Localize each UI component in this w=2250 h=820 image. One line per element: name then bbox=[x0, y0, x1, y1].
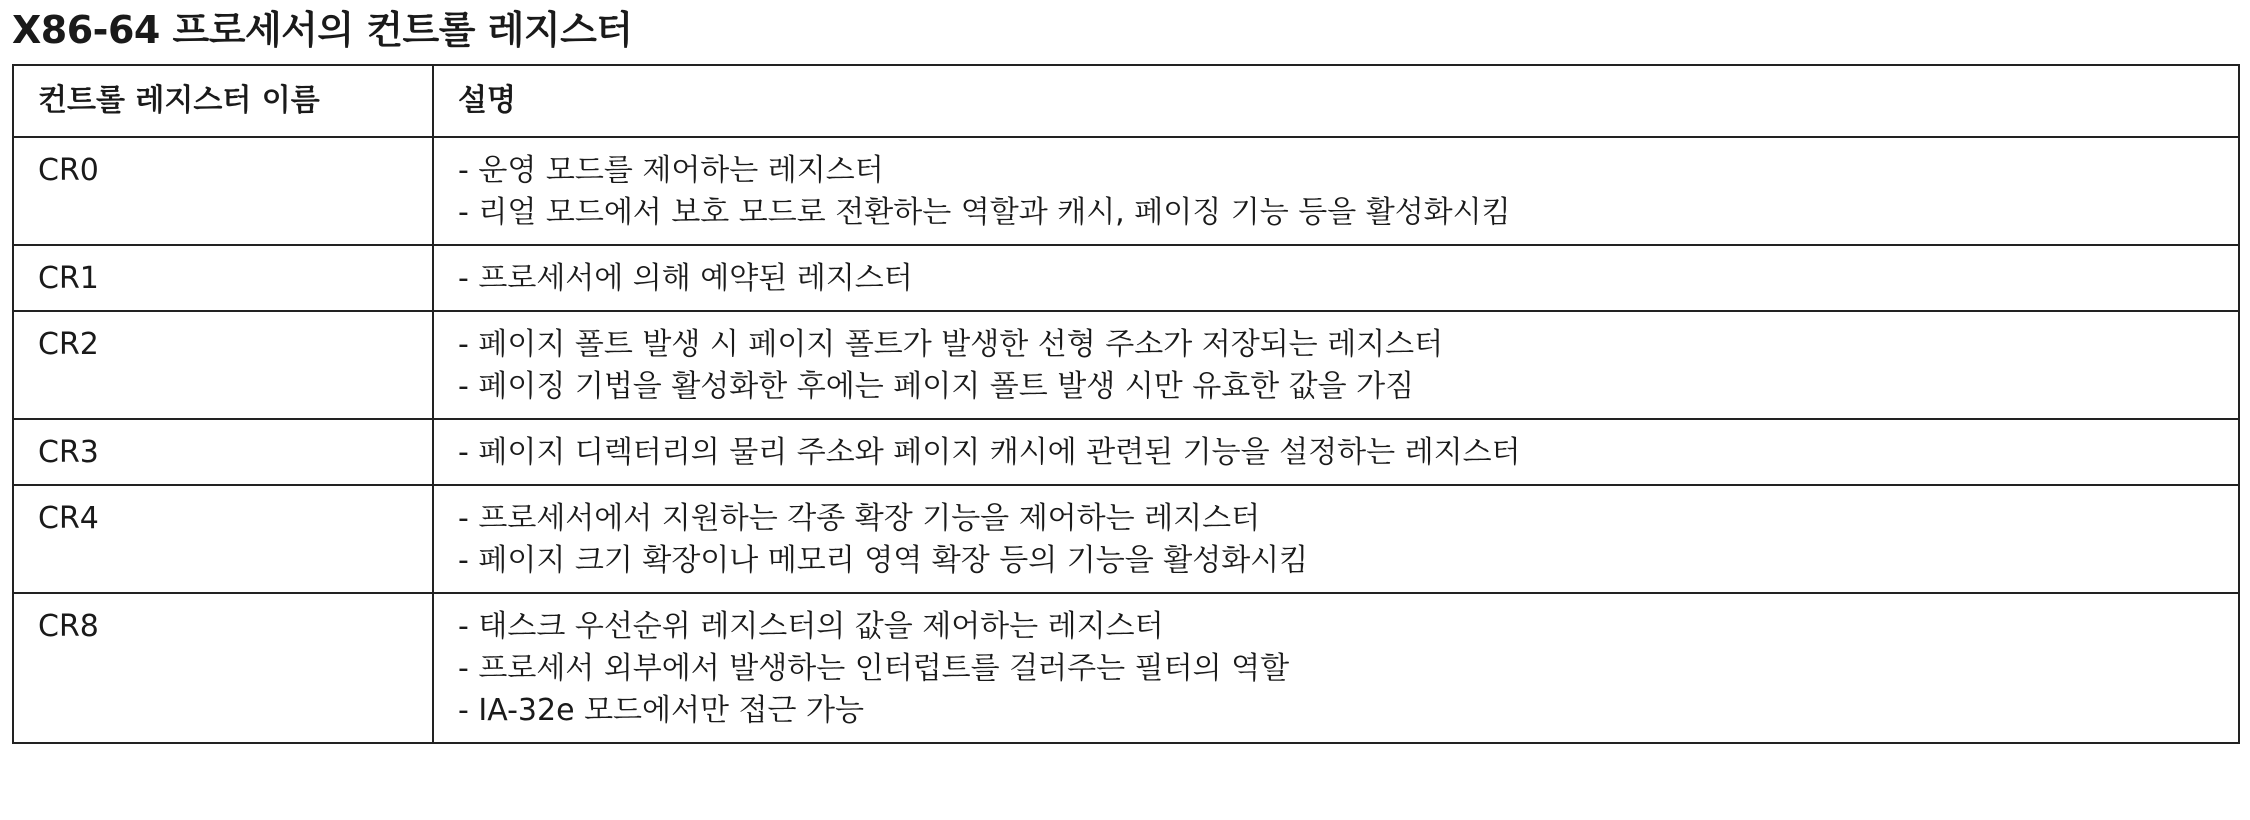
description-line: - 프로세서에서 지원하는 각종 확장 기능을 제어하는 레지스터 bbox=[458, 501, 1261, 536]
register-name-cell: CR8 bbox=[13, 593, 433, 743]
table-row bbox=[13, 137, 2239, 245]
table-row bbox=[13, 485, 2239, 593]
table-header-row bbox=[13, 65, 2239, 137]
register-description-cell bbox=[433, 137, 2239, 245]
register-description-cell bbox=[433, 245, 2239, 311]
description-line: - 페이징 기법을 활성화한 후에는 페이지 폴트 발생 시만 유효한 값을 가짐 bbox=[458, 369, 1415, 404]
table-row bbox=[13, 311, 2239, 419]
control-register-table bbox=[12, 64, 2240, 744]
register-name-cell: CR2 bbox=[13, 311, 433, 419]
column-header-description: 설명 bbox=[433, 65, 2239, 137]
description-line: - 리얼 모드에서 보호 모드로 전환하는 역할과 캐시, 페이징 기능 등을 활성화시킴 bbox=[458, 195, 1511, 230]
register-description-cell bbox=[433, 311, 2239, 419]
page-title: X86-64 프로세서의 컨트롤 레지스터 bbox=[12, 8, 633, 52]
register-description-cell bbox=[433, 593, 2239, 743]
register-name-cell: CR4 bbox=[13, 485, 433, 593]
description-line: - 프로세서 외부에서 발생하는 인터럽트를 걸러주는 필터의 역할 bbox=[458, 651, 1290, 686]
column-header-name: 컨트롤 레지스터 이름 bbox=[13, 65, 433, 137]
register-description-cell bbox=[433, 485, 2239, 593]
table-row bbox=[13, 419, 2239, 485]
register-description-cell bbox=[433, 419, 2239, 485]
description-line: - 태스크 우선순위 레지스터의 값을 제어하는 레지스터 bbox=[458, 609, 1164, 644]
register-name-cell: CR3 bbox=[13, 419, 433, 485]
description-line: - 페이지 크기 확장이나 메모리 영역 확장 등의 기능을 활성화시킴 bbox=[458, 543, 1309, 578]
table-row bbox=[13, 245, 2239, 311]
register-name-cell: CR1 bbox=[13, 245, 433, 311]
description-line: - 프로세서에 의해 예약된 레지스터 bbox=[458, 261, 913, 296]
description-line: - 운영 모드를 제어하는 레지스터 bbox=[458, 153, 884, 188]
table-row bbox=[13, 593, 2239, 743]
description-line: - 페이지 폴트 발생 시 페이지 폴트가 발생한 선형 주소가 저장되는 레지스터 bbox=[458, 327, 1444, 362]
description-line: - IA-32e 모드에서만 접근 가능 bbox=[458, 693, 864, 728]
description-line: - 페이지 디렉터리의 물리 주소와 페이지 캐시에 관련된 기능을 설정하는 레지스터 bbox=[458, 435, 1521, 470]
register-name-cell: CR0 bbox=[13, 137, 433, 245]
